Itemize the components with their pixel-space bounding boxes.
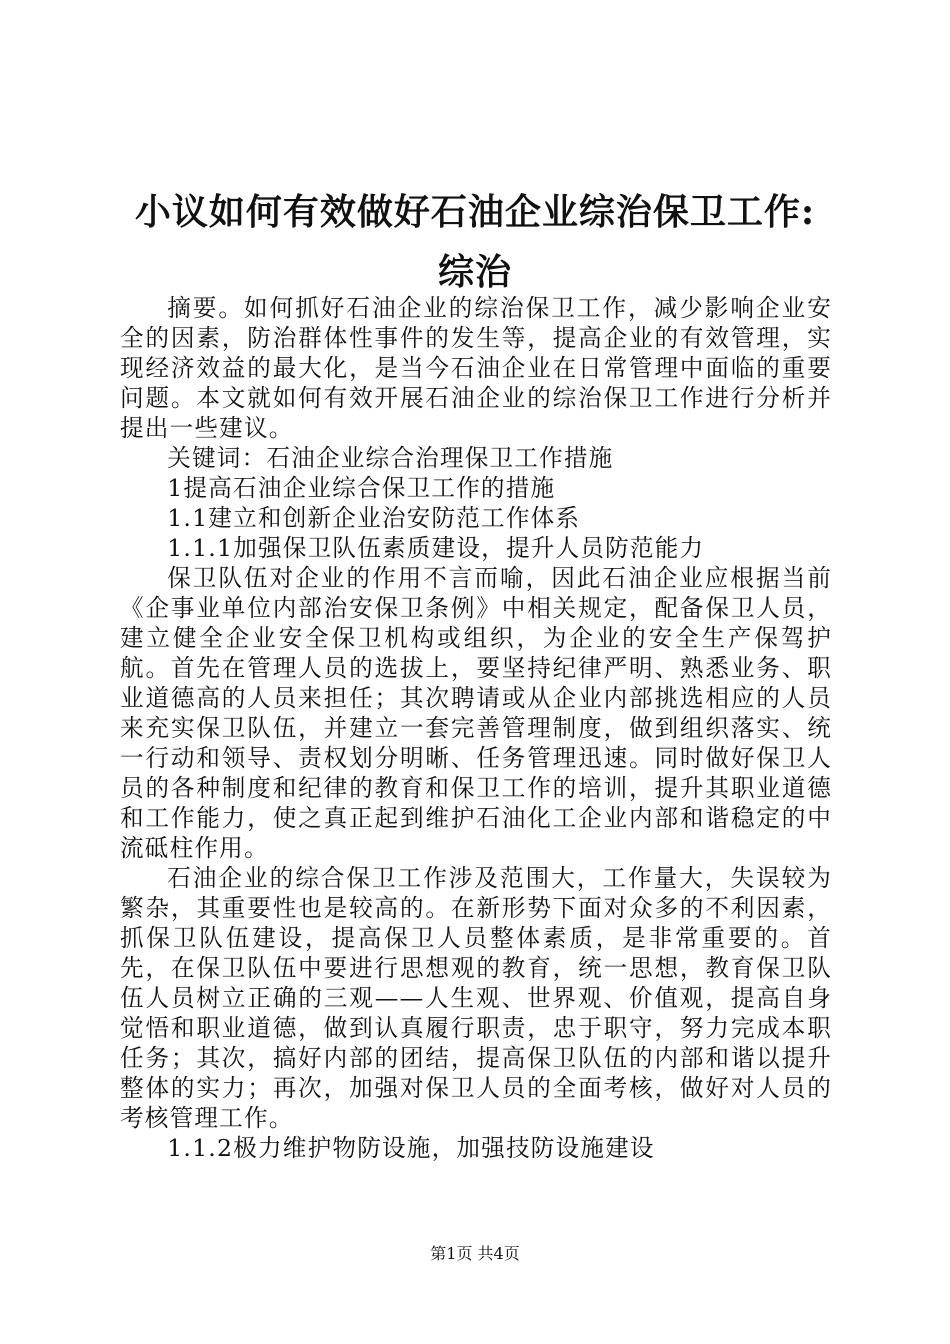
section-heading-1-1: 1.1建立和创新企业治安防范工作体系 [167, 504, 581, 532]
abstract-paragraph: 摘要。如何抓好石油企业的综治保卫工作，减少影响企业安全的因素，防治群体性事件的发生等，提高企业的有效管理，实现经济效益的最大化，是当今石油企业在日常管理中面临的重要问题。本文就如何有效开展石油企业的综治保卫工作进行分析并提出一些建议。 [120, 294, 832, 442]
document-body [120, 293, 832, 1163]
body-paragraph: 保卫队伍对企业的作用不言而喻，因此石油企业应根据当前《企事业单位内部治安保卫条例》中相关规定，配备保卫人员，建立健全企业安全保卫机构或组织，为企业的安全生产保驾护航。首先在管理人员的选拔上，要坚持纪律严明、熟悉业务、职业道德高的人员来担任；其次聘请或从企业内部挑选相应的人员来充实保卫队伍，并建立一套完善管理制度，做到组织落实、统一行动和领导、责权划分明晰、任务管理迅速。同时做好保卫人员的各种制度和纪律的教育和保卫工作的培训，提升其职业道德和工作能力，使之真正起到维护石油化工企业内部和谐稳定的中流砥柱作用。 [120, 564, 832, 862]
page-footer: 第1页 共4页 [430, 1244, 520, 1263]
section-heading-1-1-1: 1.1.1加强保卫队伍素质建设，提升人员防范能力 [167, 534, 705, 562]
document-title: 小议如何有效做好石油企业综治保卫工作:综治 [134, 191, 816, 293]
body-paragraph: 石油企业的综合保卫工作涉及范围大，工作量大，失误较为繁杂，其重要性也是较高的。在新形势下面对众多的不利因素，抓保卫队伍建设，提高保卫人员整体素质，是非常重要的。首先，在保卫队伍中要进行思想观的教育，统一思想，教育保卫队伍人员树立正确的三观——人生观、世界观、价值观，提高自身觉悟和职业道德，做到认真履行职责，忠于职守，努力完成本职任务；其次，搞好内部的团结，提高保卫队伍的内部和谐以提升整体的实力；再次，加强对保卫人员的全面考核，做好对人员的考核管理工作。 [120, 864, 832, 1132]
section-heading-1-1-2: 1.1.2极力维护物防设施，加强技防设施建设 [167, 1134, 655, 1162]
section-heading-1: 1提高石油企业综合保卫工作的措施 [167, 474, 556, 502]
keywords-line: 关键词：石油企业综合治理保卫工作措施 [167, 444, 614, 472]
